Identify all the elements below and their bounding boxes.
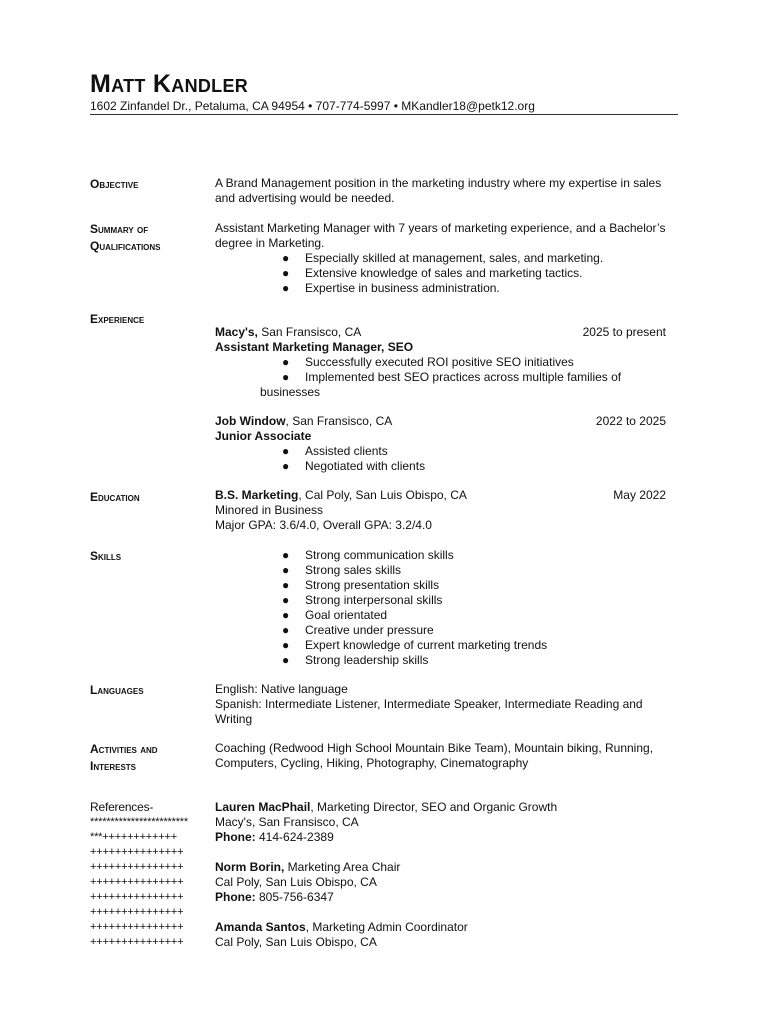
job-company: Job Window <box>215 414 286 428</box>
contact-line: 1602 Zinfandel Dr., Petaluma, CA 94954 • 707-774-5997 • MKandler18@petk12.org <box>90 99 535 113</box>
language-english: English: Native language <box>215 682 348 696</box>
references-filler: +++++++++++++++ <box>90 921 184 933</box>
job-title: Assistant Marketing Manager, SEO <box>215 340 414 354</box>
job-dates: 2025 to present <box>582 325 666 339</box>
job-title: Junior Associate <box>215 429 312 443</box>
skill-text: Expert knowledge of current marketing trends <box>305 638 548 652</box>
skill-item <box>282 593 442 608</box>
reference-name: Norm Borin, <box>215 860 285 874</box>
references-filler: +++++++++++++++ <box>90 906 184 918</box>
bullet-icon: ● <box>282 548 290 562</box>
summary-bullet <box>282 266 582 281</box>
language-spanish: Spanish: Intermediate Listener, Intermediate Speaker, Intermediate Reading and <box>215 697 643 711</box>
bullet-icon: ● <box>282 563 290 577</box>
activities-line1: Coaching (Redwood High School Mountain Bike Team), Mountain biking, Running, <box>215 741 654 755</box>
job-bullet <box>282 370 621 385</box>
bullet-icon: ● <box>282 251 290 265</box>
language-spanish-continued: Writing <box>215 712 253 726</box>
reference-role: Marketing Area Chair <box>284 860 401 874</box>
references-filler: +++++++++++++++ <box>90 891 184 903</box>
reference-phone: 805-756-6347 <box>255 890 334 904</box>
bullet-icon: ● <box>282 653 290 667</box>
job-bullet-text: Implemented best SEO practices across multiple families of <box>305 370 622 384</box>
reference-org: Cal Poly, San Luis Obispo, CA <box>215 935 377 949</box>
reference-org: Macy's, San Fransisco, CA <box>215 815 359 829</box>
references-filler: +++++++++++++++ <box>90 846 184 858</box>
skill-text: Strong sales skills <box>305 563 402 577</box>
skill-text: Strong leadership skills <box>305 653 429 667</box>
education-date: May 2022 <box>613 488 666 502</box>
reference-name-line <box>215 920 468 935</box>
job-bullet <box>282 444 388 459</box>
activities-heading-line2: Interests <box>90 759 137 773</box>
skill-text: Creative under pressure <box>305 623 434 637</box>
summary-bullet <box>282 251 603 266</box>
references-filler: +++++++++++++++ <box>90 861 184 873</box>
summary-bullet-text: Expertise in business administration. <box>305 281 500 295</box>
job-bullet <box>282 459 425 474</box>
reference-org: Cal Poly, San Luis Obispo, CA <box>215 875 377 889</box>
skill-item <box>282 563 401 578</box>
reference-name-line <box>215 800 557 815</box>
job-header <box>215 325 361 340</box>
reference-phone-label: Phone: <box>215 830 256 844</box>
education-degree: B.S. Marketing <box>215 488 299 502</box>
education-school: , Cal Poly, San Luis Obispo, CA <box>298 488 467 502</box>
references-filler: +++++++++++++++ <box>90 876 184 888</box>
skill-item <box>282 548 454 563</box>
references-filler: +++++++++++++++ <box>90 936 184 948</box>
skill-item <box>282 638 547 653</box>
experience-heading: Experience <box>90 312 145 326</box>
summary-heading-line1: Summary of <box>90 222 149 236</box>
skills-heading: Skills <box>90 549 122 563</box>
job-location: San Fransisco, CA <box>257 325 362 339</box>
job-dates: 2022 to 2025 <box>595 414 666 428</box>
job-bullet-text: Assisted clients <box>305 444 388 458</box>
bullet-icon: ● <box>282 266 290 280</box>
skill-item <box>282 578 439 593</box>
header-divider <box>90 114 678 115</box>
activities-heading-line1: Activities and <box>90 742 158 756</box>
objective-heading: Objective <box>90 177 139 191</box>
summary-bullet-text: Extensive knowledge of sales and marketing tactics. <box>305 266 583 280</box>
summary-heading <box>90 221 161 255</box>
reference-phone-line <box>215 890 334 905</box>
objective-text: A Brand Management position in the marketing industry where my expertise in sales and advertising would be needed. <box>215 176 662 205</box>
reference-role: , Marketing Admin Coordinator <box>305 920 468 934</box>
job-bullet-continuation: businesses <box>260 385 321 399</box>
reference-phone-line <box>215 830 334 845</box>
job-header <box>215 414 392 429</box>
education-degree-line <box>215 488 467 503</box>
references-filler: ***++++++++++++ <box>90 831 177 843</box>
activities-heading <box>90 741 158 775</box>
bullet-icon: ● <box>282 281 290 295</box>
skill-text: Strong communication skills <box>305 548 454 562</box>
references-filler: ************************ <box>90 816 188 828</box>
bullet-icon: ● <box>282 370 290 384</box>
candidate-name: Matt Kandler <box>90 70 249 98</box>
reference-name: Amanda Santos <box>215 920 306 934</box>
skill-item <box>282 608 387 623</box>
skill-item <box>282 653 428 668</box>
summary-text: Assistant Marketing Manager with 7 years of marketing experience, and a Bachelor’s degree in Marketing. <box>215 221 666 250</box>
reference-name: Lauren MacPhail <box>215 800 311 814</box>
summary-bullet-text: Especially skilled at management, sales, and marketing. <box>305 251 604 265</box>
job-location: , San Fransisco, CA <box>285 414 393 428</box>
job-bullet-text: Negotiated with clients <box>305 459 426 473</box>
job-bullet <box>282 355 574 370</box>
languages-heading: Languages <box>90 683 144 697</box>
skill-text: Goal orientated <box>305 608 388 622</box>
bullet-icon: ● <box>282 623 290 637</box>
bullet-icon: ● <box>282 638 290 652</box>
skill-text: Strong presentation skills <box>305 578 440 592</box>
bullet-icon: ● <box>282 593 290 607</box>
activities-line2: Computers, Cycling, Hiking, Photography, Cinematography <box>215 756 529 770</box>
bullet-icon: ● <box>282 578 290 592</box>
job-bullet-text: Successfully executed ROI positive SEO initiatives <box>305 355 574 369</box>
job-company: Macy's, <box>215 325 258 339</box>
education-gpa: Major GPA: 3.6/4.0, Overall GPA: 3.2/4.0 <box>215 518 432 532</box>
bullet-icon: ● <box>282 355 290 369</box>
reference-phone: 414-624-2389 <box>255 830 334 844</box>
bullet-icon: ● <box>282 608 290 622</box>
reference-role: , Marketing Director, SEO and Organic Growth <box>310 800 558 814</box>
bullet-icon: ● <box>282 459 290 473</box>
education-heading: Education <box>90 490 140 504</box>
references-label: References- <box>90 800 154 814</box>
skill-text: Strong interpersonal skills <box>305 593 443 607</box>
reference-phone-label: Phone: <box>215 890 256 904</box>
summary-heading-line2: Qualifications <box>90 239 161 253</box>
education-minor: Minored in Business <box>215 503 324 517</box>
bullet-icon: ● <box>282 444 290 458</box>
skill-item <box>282 623 434 638</box>
summary-bullet <box>282 281 500 296</box>
reference-name-line <box>215 860 400 875</box>
